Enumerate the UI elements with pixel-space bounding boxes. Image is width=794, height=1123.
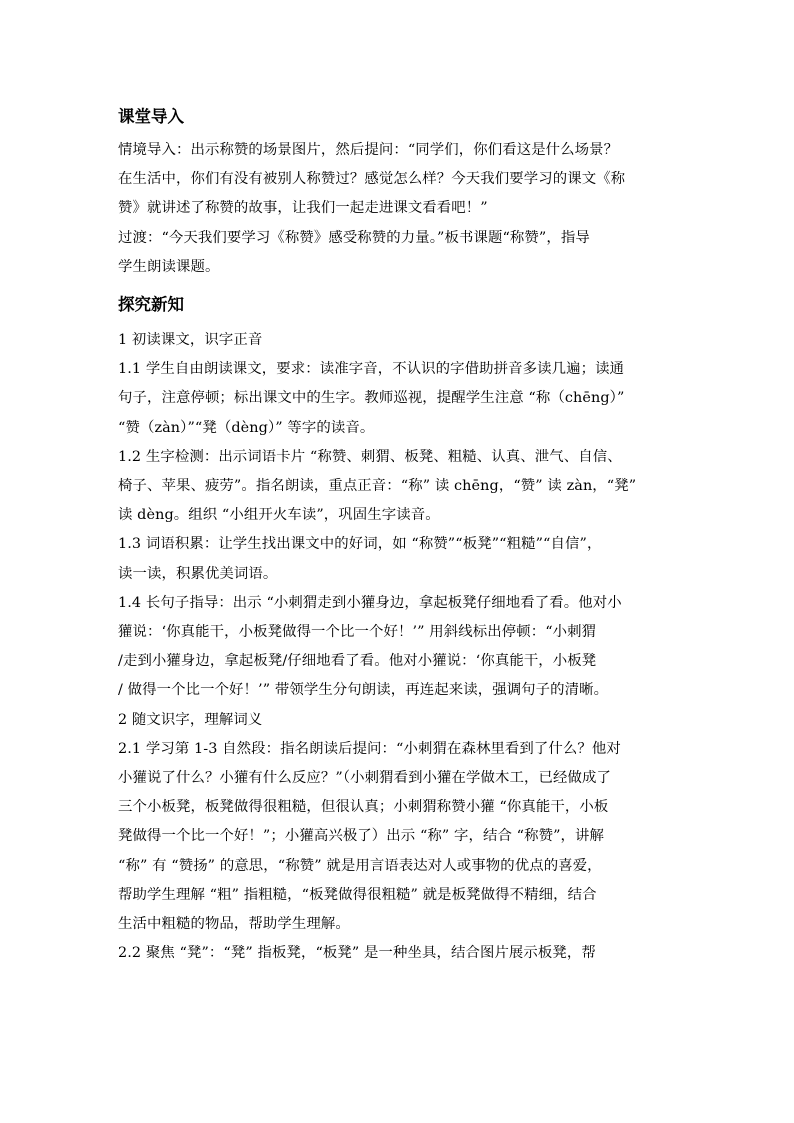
text-line: 1 初读课文，识字正音	[118, 332, 263, 349]
paragraph	[118, 735, 698, 939]
text-line: 1.4 长句子指导：出示 “小刺猬走到小獾身边，拿起板凳仔细地看了看。他对小	[118, 594, 622, 611]
section-body-explore	[118, 326, 698, 968]
text-line: /走到小獾身边，拿起板凳/仔细地看了看。他对小獾说：‘你真能干，小板凳	[118, 653, 597, 670]
text-line: 凳做得一个比一个好！”；小獾高兴极了）出示 “称” 字，结合 “称赞”，讲解	[118, 828, 605, 845]
text-line: 1.3 词语积累：让学生找出课文中的好词，如 “称赞”“板凳”“粗糙”“自信”，	[118, 536, 602, 553]
text-line: 2 随文识字，理解词义	[118, 711, 263, 728]
text-line: 情境导入：出示称赞的场景图片，然后提问：“同学们，你们看这是什么场景？	[118, 142, 619, 158]
text-line: “称” 有 “赞扬” 的意思，“称赞” 就是用言语表达对人或事物的优点的喜爱，	[118, 857, 602, 874]
text-line: “赞（zàn）”“凳（dèng）” 等字的读音。	[118, 419, 375, 436]
document-page	[118, 100, 698, 968]
section-heading-explore: 探究新知	[118, 295, 184, 315]
paragraph	[118, 939, 698, 968]
text-line: 三个小板凳，板凳做得很粗糙，但很认真；小刺猬称赞小獾 “你真能干，小板	[118, 799, 609, 816]
text-line: 1.2 生字检测：出示词语卡片 “称赞、刺猬、板凳、粗糙、认真、泄气、自信、	[118, 448, 622, 465]
text-line: / 做得一个比一个好！’” 带领学生分句朗读，再连起来读，强调句子的清晰。	[118, 682, 609, 699]
text-line: 读 dèng。组织 “小组开火车读”，巩固生字读音。	[118, 507, 440, 524]
subheading	[118, 326, 698, 355]
text-line: 小獾说了什么？小獾有什么反应？”（小刺猬看到小獾在学做木工，已经做成了	[118, 770, 611, 787]
text-line: 2.1 学习第 1-3 自然段：指名朗读后提问：“小刺猬在森林里看到了什么？他对	[118, 740, 621, 757]
section-body-intro	[118, 136, 698, 282]
text-line: 2.2 聚焦 “凳”：“凳” 指板凳，“板凳” 是一种坐具，结合图片展示板凳，帮	[118, 945, 596, 962]
text-line: 学生朗读课题。	[118, 258, 220, 275]
text-line: 过渡：“今天我们要学习《称赞》感受称赞的力量。”板书课题“称赞”，指导	[118, 229, 590, 246]
text-line: 1.1 学生自由朗读课文，要求：读准字音，不认识的字借助拼音多读几遍；读通	[118, 361, 625, 378]
text-line: 獾说：‘你真能干，小板凳做得一个比一个好！’” 用斜线标出停顿：“小刺猬	[118, 624, 597, 641]
text-line: 生活中粗糙的物品，帮助学生理解。	[118, 916, 350, 933]
text-line: 帮助学生理解 “粗” 指粗糙，“板凳做得很粗糙” 就是板凳做得不精细，结合	[118, 886, 597, 903]
paragraph	[118, 224, 698, 282]
paragraph	[118, 530, 698, 588]
paragraph	[118, 443, 698, 531]
subheading	[118, 706, 698, 735]
section-heading-intro: 课堂导入	[118, 107, 184, 126]
text-line: 在生活中，你们有没有被别人称赞过？感觉怎么样？今天我们要学习的课文《称	[118, 171, 626, 188]
paragraph	[118, 136, 698, 224]
text-line: 读一读，积累优美词语。	[118, 565, 278, 582]
text-line: 椅子、苹果、疲劳”。指名朗读，重点正音：“称” 读 chēng，“赞” 读 zàn，“凳”	[118, 478, 637, 495]
text-line: 句子，注意停顿；标出课文中的生字。教师巡视，提醒学生注意 “称（chēng）”	[118, 390, 625, 407]
paragraph	[118, 355, 698, 443]
text-line: 赞》就讲述了称赞的故事，让我们一起走进课文看看吧！”	[118, 200, 488, 217]
paragraph	[118, 589, 698, 706]
